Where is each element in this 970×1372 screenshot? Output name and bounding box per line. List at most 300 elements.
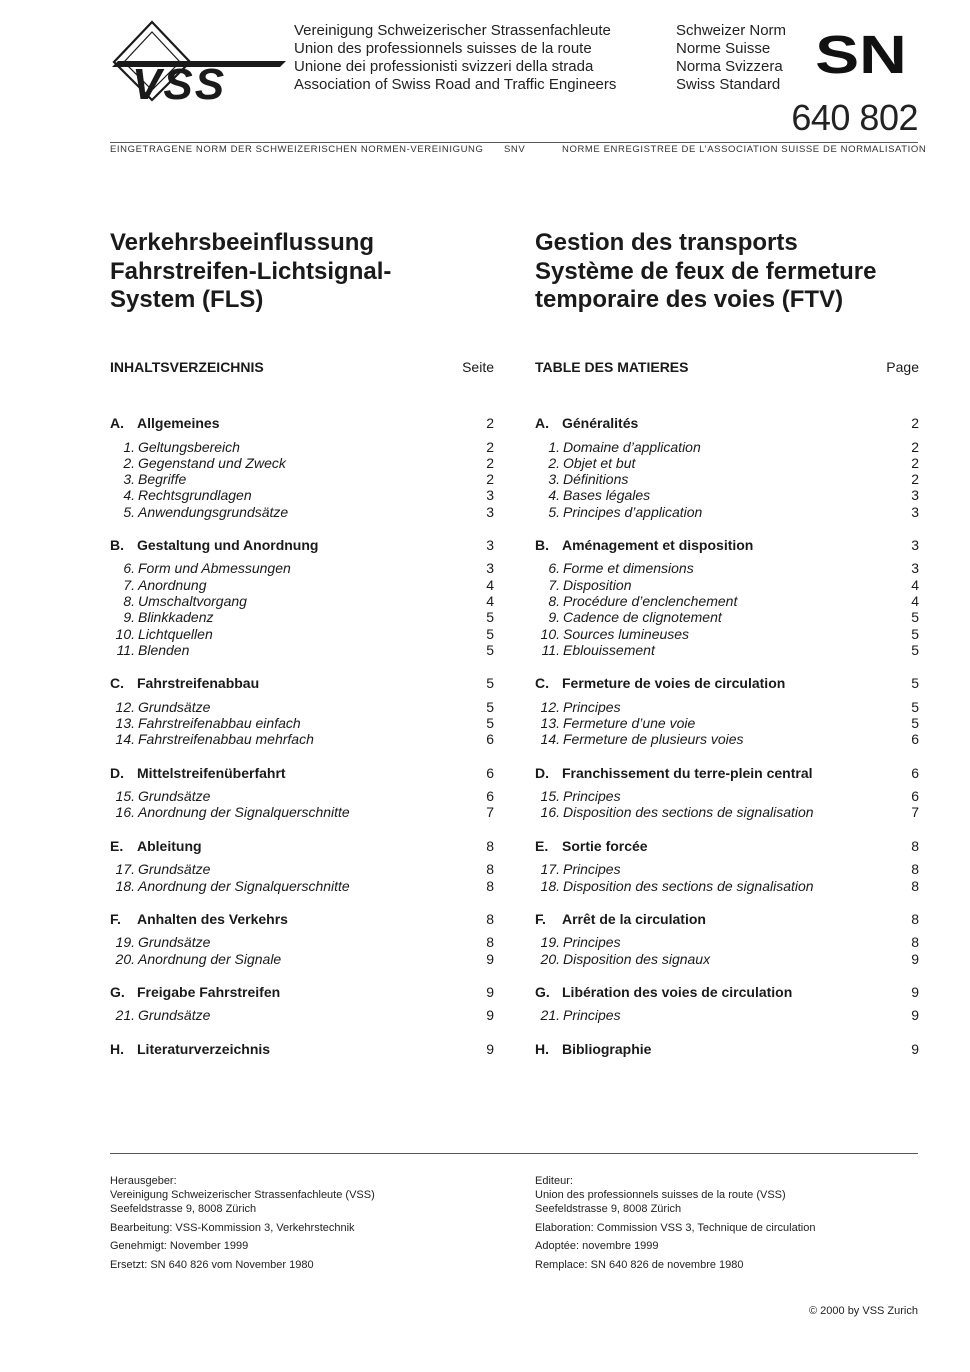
entry-page: 6 [486, 788, 494, 805]
entry-title: Principes [563, 698, 621, 715]
entry-page: 9 [911, 950, 919, 967]
section-letter: C. [110, 675, 124, 692]
toc-section-heading [110, 675, 494, 692]
entry-number: 6. [123, 560, 135, 577]
toc-sections [110, 415, 494, 1057]
entry-page: 5 [486, 625, 494, 642]
section-page: 2 [486, 415, 494, 431]
toc-entry [110, 504, 494, 520]
section-letter: E. [110, 837, 124, 854]
vss-logo [108, 20, 288, 102]
toc-entry [110, 471, 494, 487]
entry-title: Principes [563, 861, 621, 878]
organization-names [294, 22, 616, 94]
entry-number: 7. [123, 576, 135, 593]
toc-section [535, 765, 919, 821]
toc-section-heading [535, 415, 919, 432]
entry-number: 11. [116, 641, 135, 658]
toc-section [535, 675, 919, 747]
entry-number: 8. [548, 593, 560, 610]
entry-page: 9 [911, 1007, 919, 1024]
entry-number: 18. [540, 877, 560, 894]
toc-section-heading [110, 911, 494, 928]
section-title: Literaturverzeichnis [137, 1040, 271, 1057]
entry-title: Objet et but [563, 454, 636, 471]
section-page: 9 [486, 1040, 494, 1057]
section-title: Allgemeines [137, 415, 220, 431]
entry-page: 2 [911, 454, 919, 471]
entry-page: 8 [911, 877, 919, 894]
toc-section-heading [110, 765, 494, 782]
toc-section [110, 838, 494, 894]
entry-title: Begriffe [138, 471, 187, 488]
section-title: Bibliographie [562, 1040, 652, 1057]
entry-title: Grundsätze [138, 1007, 211, 1024]
section-letter: G. [535, 983, 550, 1000]
toc-sections [535, 415, 919, 1057]
svg-text:SN: SN [815, 24, 907, 76]
entry-title: Principes [563, 788, 621, 805]
toc-entry [110, 439, 494, 455]
section-letter: D. [535, 764, 549, 781]
entry-page: 3 [911, 487, 919, 504]
toc-section-heading [535, 765, 919, 782]
title-line: Gestion des transports [535, 229, 798, 256]
toc-section [110, 765, 494, 821]
entry-number: 5. [548, 503, 560, 520]
toc-entry [110, 626, 494, 642]
page-column-label: Seite [462, 359, 494, 375]
toc-section-heading [110, 838, 494, 855]
entry-number: 3. [548, 471, 560, 488]
entry-page: 3 [911, 503, 919, 520]
section-page: 3 [911, 536, 919, 553]
toc-entry [110, 487, 494, 503]
section-title: Fermeture de voies de circulation [562, 675, 786, 692]
standard-line: Norme Suisse [676, 40, 771, 57]
toc-entry [535, 642, 919, 658]
toc-entry [535, 577, 919, 593]
entry-number: 10. [115, 625, 135, 642]
section-title: Fahrstreifenabbau [137, 675, 260, 692]
toc-entry [535, 788, 919, 804]
org-line: Unione dei professionisti svizzeri della strada [294, 58, 594, 75]
entry-title: Grundsätze [138, 698, 211, 715]
entry-title: Principes [563, 934, 621, 951]
copyright: © 2000 by VSS Zurich [809, 1305, 918, 1317]
toc-section [110, 537, 494, 658]
entry-page: 5 [486, 698, 494, 715]
section-letter: E. [535, 837, 549, 854]
standard-line: Norma Svizzera [676, 58, 783, 75]
publisher-line: Seefeldstrasse 9, 8008 Zürich [535, 1203, 682, 1215]
entry-number: 8. [123, 593, 135, 610]
entry-number: 21. [115, 1007, 135, 1024]
toc-entry [535, 699, 919, 715]
entry-number: 15. [115, 788, 135, 805]
entry-title: Fahrstreifenabbau mehrfach [138, 731, 314, 748]
entry-page: 8 [911, 934, 919, 951]
entry-number: 19. [540, 934, 560, 951]
replaces-note: Remplace: SN 640 826 de novembre 1980 [535, 1258, 744, 1271]
entry-title: Disposition [563, 576, 632, 593]
entry-number: 14. [115, 731, 135, 748]
section-title: Arrêt de la circulation [562, 910, 706, 927]
toc-entry [535, 504, 919, 520]
toc-section [535, 1041, 919, 1058]
entry-title: Fahrstreifenabbau einfach [138, 715, 301, 732]
entry-page: 5 [911, 641, 919, 658]
entry-number: 19. [115, 934, 135, 951]
org-line: Vereinigung Schweizerischer Strassenfachleute [294, 22, 611, 39]
entry-title: Grundsätze [138, 934, 211, 951]
entry-number: 20. [115, 950, 135, 967]
entry-title: Lichtquellen [138, 625, 213, 642]
section-page: 8 [911, 837, 919, 854]
entry-page: 5 [911, 715, 919, 732]
section-page: 2 [911, 415, 919, 431]
section-letter: A. [110, 415, 124, 431]
toc-entry [110, 455, 494, 471]
toc-section-heading [535, 675, 919, 692]
toc-section-heading [110, 984, 494, 1001]
entry-number: 4. [123, 487, 135, 504]
entry-number: 16. [115, 804, 135, 821]
entry-number: 9. [123, 609, 135, 626]
entry-page: 5 [486, 609, 494, 626]
toc-entry [110, 699, 494, 715]
section-letter: C. [535, 675, 549, 692]
entry-page: 2 [486, 471, 494, 488]
toc-entry [535, 487, 919, 503]
publisher-block [535, 1174, 935, 1216]
section-page: 8 [486, 837, 494, 854]
title-line: Système de feux de fermeture [535, 257, 877, 285]
section-letter: H. [110, 1040, 124, 1057]
section-letter: A. [535, 415, 549, 431]
title-line: Fahrstreifen-Lichtsignal- [110, 257, 392, 285]
toc-entry [535, 1007, 919, 1023]
section-title: Franchissement du terre-plein central [562, 764, 813, 781]
entry-page: 6 [911, 731, 919, 748]
section-page: 9 [911, 1040, 919, 1057]
toc-section [535, 415, 919, 520]
toc-entry [535, 609, 919, 625]
entry-page: 5 [486, 715, 494, 732]
entry-page: 2 [486, 454, 494, 471]
title-de [110, 229, 510, 315]
publisher-block [110, 1174, 510, 1216]
section-letter: H. [535, 1040, 549, 1057]
toc-entry [110, 715, 494, 731]
entry-number: 18. [115, 877, 135, 894]
entry-page: 7 [486, 804, 494, 821]
entry-title: Gegenstand und Zweck [138, 454, 286, 471]
footer-divider [110, 1153, 918, 1154]
entry-title: Blenden [138, 641, 190, 658]
entry-number: 21. [540, 1007, 560, 1024]
standard-names [676, 22, 786, 94]
entry-title: Grundsätze [138, 861, 211, 878]
entry-title: Forme et dimensions [563, 560, 694, 577]
standard-number: 640 802 [791, 97, 918, 138]
toc-heading-row [110, 358, 494, 407]
toc-heading: TABLE DES MATIERES [535, 359, 689, 375]
entry-title: Blinkkadenz [138, 609, 214, 626]
title-fr [535, 229, 935, 315]
registration-note-fr: NORME ENREGISTREE DE L’ASSOCIATION SUISSE DE NORMALISATION [562, 144, 927, 155]
section-title: Généralités [562, 415, 639, 431]
entry-page: 5 [911, 625, 919, 642]
org-line: Union des professionnels suisses de la route [294, 40, 592, 57]
toc-heading: INHALTSVERZEICHNIS [110, 359, 264, 375]
page-column-label: Page [886, 359, 919, 375]
entry-page: 6 [486, 731, 494, 748]
toc-entry [535, 439, 919, 455]
entry-page: 3 [486, 560, 494, 577]
entry-page: 5 [486, 641, 494, 658]
toc-fr [535, 358, 919, 1074]
entry-page: 9 [486, 950, 494, 967]
entry-title: Fermeture d’une voie [563, 715, 696, 732]
footer-de [110, 1174, 510, 1276]
toc-section [110, 675, 494, 747]
entry-number: 14. [540, 731, 560, 748]
publisher-line: Vereinigung Schweizerischer Strassenfachleute (VSS) [110, 1189, 375, 1201]
section-title: Sortie forcée [562, 837, 648, 854]
registration-note-de: EINGETRAGENE NORM DER SCHWEIZERISCHEN NORMEN-VEREINIGUNG [110, 144, 484, 155]
section-letter: B. [110, 536, 124, 553]
entry-page: 2 [911, 471, 919, 488]
section-letter: D. [110, 764, 124, 781]
toc-section-heading [535, 911, 919, 928]
entry-title: Principes d’application [563, 503, 703, 520]
section-page: 6 [486, 764, 494, 781]
entry-number: 17. [540, 861, 560, 878]
entry-title: Fermeture de plusieurs voies [563, 731, 744, 748]
entry-title: Grundsätze [138, 788, 211, 805]
section-page: 5 [911, 675, 919, 692]
section-title: Gestaltung und Anordnung [137, 536, 319, 553]
toc-entry [535, 715, 919, 731]
entry-title: Domaine d’application [563, 438, 701, 455]
toc-entry [110, 951, 494, 967]
title-line: System (FLS) [110, 286, 264, 313]
section-title: Mittelstreifenüberfahrt [137, 764, 286, 781]
publisher-line: Seefeldstrasse 9, 8008 Zürich [110, 1203, 257, 1215]
toc-section-heading [110, 537, 494, 554]
section-title: Anhalten des Verkehrs [137, 910, 288, 927]
toc-section-heading [535, 838, 919, 855]
toc-section [535, 838, 919, 894]
editing-note: Bearbeitung: VSS-Kommission 3, Verkehrstechnik [110, 1221, 355, 1234]
publisher-line: Editeur: [535, 1175, 573, 1187]
toc-entry [535, 804, 919, 820]
toc-section-heading [535, 984, 919, 1001]
toc-entry [110, 861, 494, 877]
entry-number: 12. [115, 698, 135, 715]
toc-entry [110, 804, 494, 820]
entry-page: 4 [486, 593, 494, 610]
standard-line: Schweizer Norm [676, 22, 787, 39]
entry-number: 2. [123, 454, 135, 471]
entry-title: Geltungsbereich [138, 438, 240, 455]
header-divider [110, 142, 918, 143]
section-letter: F. [110, 910, 121, 927]
entry-page: 8 [486, 934, 494, 951]
toc-section-heading [535, 1041, 919, 1058]
section-title: Aménagement et disposition [562, 536, 754, 553]
toc-entry [535, 593, 919, 609]
entry-number: 20. [540, 950, 560, 967]
entry-title: Anordnung der Signalquerschnitte [138, 877, 350, 894]
section-title: Freigabe Fahrstreifen [137, 983, 281, 1000]
publisher-line: Herausgeber: [110, 1175, 177, 1187]
section-page: 9 [486, 983, 494, 1000]
entry-number: 11. [541, 641, 560, 658]
entry-title: Procédure d’enclenchement [563, 593, 738, 610]
entry-title: Eblouissement [563, 641, 655, 658]
approval-note: Genehmigt: November 1999 [110, 1240, 249, 1252]
entry-page: 7 [911, 804, 919, 821]
toc-section [110, 1041, 494, 1058]
toc-entry [110, 1007, 494, 1023]
section-page: 9 [911, 983, 919, 1000]
title-line: Verkehrsbeeinflussung [110, 229, 375, 256]
section-page: 8 [911, 910, 919, 927]
toc-entry [535, 951, 919, 967]
toc-section [110, 984, 494, 1024]
entry-page: 9 [486, 1007, 494, 1024]
entry-title: Principes [563, 1007, 621, 1024]
entry-title: Disposition des signaux [563, 950, 711, 967]
toc-entry [110, 642, 494, 658]
toc-entry [110, 934, 494, 950]
toc-entry [535, 878, 919, 894]
entry-title: Anordnung der Signalquerschnitte [138, 804, 350, 821]
entry-page: 4 [911, 576, 919, 593]
entry-title: Umschaltvorgang [138, 593, 247, 610]
entry-page: 8 [486, 877, 494, 894]
toc-section [535, 911, 919, 967]
entry-number: 6. [548, 560, 560, 577]
toc-entry [535, 934, 919, 950]
entry-title: Disposition des sections de signalisation [563, 877, 814, 894]
entry-number: 1. [123, 438, 135, 455]
toc-section [110, 415, 494, 520]
section-page: 5 [486, 675, 494, 692]
sn-logo [803, 24, 919, 76]
publisher-line: Union des professionnels suisses de la route (VSS) [535, 1189, 786, 1201]
toc-entry [110, 609, 494, 625]
entry-number: 16. [540, 804, 560, 821]
toc-section [110, 911, 494, 967]
entry-page: 8 [486, 861, 494, 878]
entry-title: Sources lumineuses [563, 625, 690, 642]
section-page: 6 [911, 764, 919, 781]
entry-number: 4. [548, 487, 560, 504]
approval-note: Adoptée: novembre 1999 [535, 1240, 659, 1252]
entry-number: 1. [548, 438, 560, 455]
section-title: Ableitung [137, 837, 202, 854]
toc-section-heading [110, 1041, 494, 1058]
entry-title: Anordnung der Signale [138, 950, 282, 967]
toc-entry [535, 455, 919, 471]
toc-entry [110, 788, 494, 804]
toc-section [535, 537, 919, 658]
entry-page: 2 [486, 438, 494, 455]
toc-entry [110, 878, 494, 894]
entry-page: 4 [911, 593, 919, 610]
entry-page: 3 [911, 560, 919, 577]
entry-number: 3. [123, 471, 135, 488]
entry-title: Bases légales [563, 487, 651, 504]
entry-page: 2 [911, 438, 919, 455]
toc-section-heading [110, 415, 494, 432]
toc-de [110, 358, 494, 1074]
entry-page: 5 [911, 698, 919, 715]
entry-number: 13. [540, 715, 560, 732]
section-letter: B. [535, 536, 549, 553]
entry-page: 3 [486, 487, 494, 504]
entry-page: 4 [486, 576, 494, 593]
toc-entry [110, 593, 494, 609]
toc-section [535, 984, 919, 1024]
entry-page: 8 [911, 861, 919, 878]
entry-number: 13. [115, 715, 135, 732]
entry-page: 6 [911, 788, 919, 805]
section-letter: G. [110, 983, 125, 1000]
entry-title: Form und Abmessungen [138, 560, 291, 577]
standard-line: Swiss Standard [676, 76, 781, 93]
toc-entry [110, 731, 494, 747]
entry-title: Anordnung [138, 576, 207, 593]
toc-section-heading [535, 537, 919, 554]
entry-title: Définitions [563, 471, 629, 488]
toc-heading-row [535, 358, 919, 407]
svg-text:VSS: VSS [132, 60, 227, 102]
toc-entry [535, 626, 919, 642]
entry-title: Cadence de clignotement [563, 609, 722, 626]
title-line: temporaire des voies (FTV) [535, 286, 844, 313]
toc-entry [110, 577, 494, 593]
entry-number: 15. [540, 788, 560, 805]
entry-number: 10. [540, 625, 560, 642]
toc-entry [535, 471, 919, 487]
editing-note: Elaboration: Commission VSS 3, Technique de circulation [535, 1221, 816, 1234]
entry-number: 7. [548, 576, 560, 593]
org-line: Association of Swiss Road and Traffic Engineers [294, 76, 617, 93]
entry-number: 5. [123, 503, 135, 520]
registration-snv: SNV [504, 144, 526, 155]
entry-number: 2. [548, 454, 560, 471]
entry-number: 9. [548, 609, 560, 626]
toc-entry [535, 560, 919, 576]
toc-entry [535, 861, 919, 877]
section-page: 3 [486, 536, 494, 553]
section-title: Libération des voies de circulation [562, 983, 793, 1000]
replaces-note: Ersetzt: SN 640 826 vom November 1980 [110, 1258, 314, 1271]
entry-page: 5 [911, 609, 919, 626]
entry-number: 12. [540, 698, 560, 715]
entry-title: Disposition des sections de signalisation [563, 804, 814, 821]
entry-page: 3 [486, 503, 494, 520]
section-page: 8 [486, 910, 494, 927]
section-letter: F. [535, 910, 546, 927]
entry-title: Rechtsgrundlagen [138, 487, 252, 504]
footer-fr [535, 1174, 935, 1276]
entry-title: Anwendungsgrundsätze [138, 503, 289, 520]
